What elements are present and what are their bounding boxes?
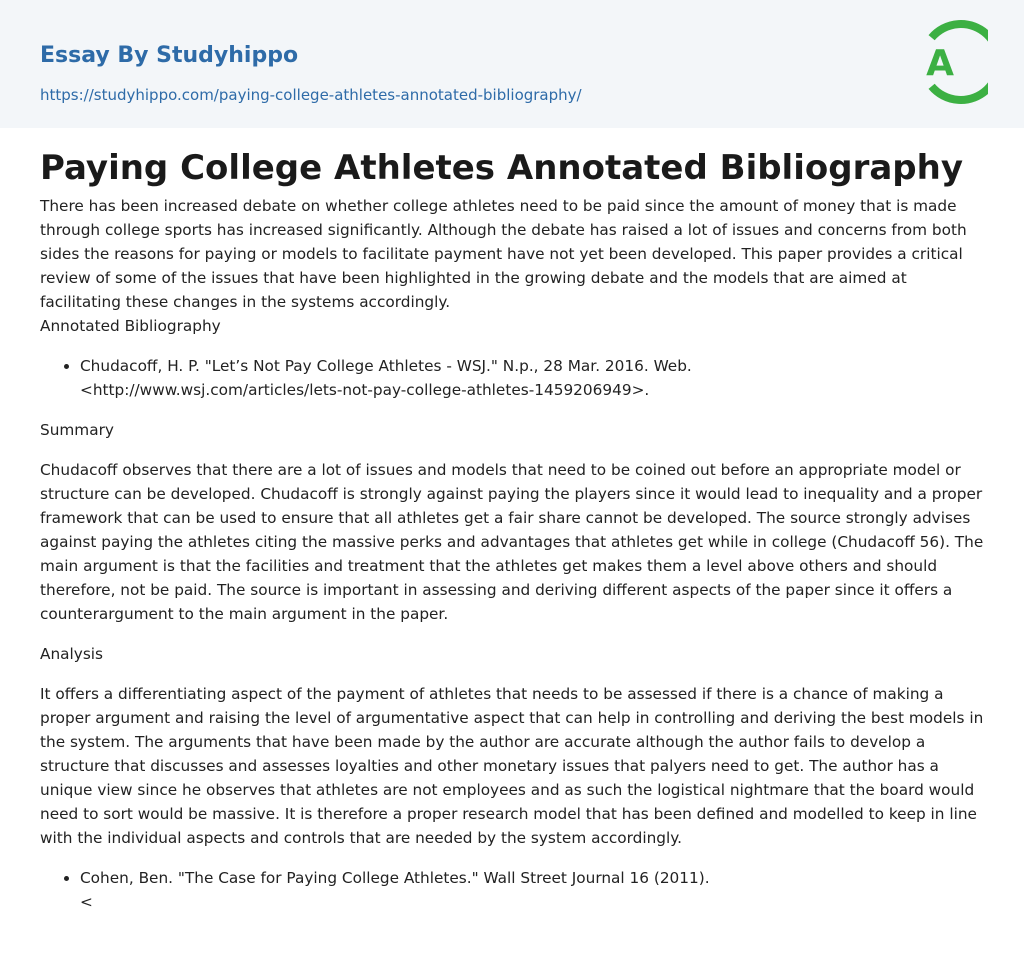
summary-paragraph: Chudacoff observes that there are a lot of issues and models that need to be coined out before an appropriate model or structure can be developed. Chudacoff is strongly against paying the players since it would lead to inequality and a proper framework that can be used to ensure that all athletes get a fair share cannot be developed. The source strongly advises against paying the athletes citing the massive perks and advantages that athletes get while in college (Chudacoff 56). The main argument is that the facilities and treatment that the athletes get makes them a level above others and should therefore, not be paid. The source is important in assessing and deriving different aspects of the paper since it offers a counterargument to the main argument in the paper.: [40, 461, 984, 623]
summary-label: Summary: [40, 421, 114, 439]
analysis-label: Analysis: [40, 645, 104, 663]
section-label-bibliography: Annotated Bibliography: [40, 317, 221, 335]
citation-item: [80, 354, 986, 402]
analysis-paragraph: It offers a differentiating aspect of the payment of athletes that needs to be assessed if there is a chance of making a proper argument and raising the level of argumentative aspect that can help in controlling and deriving the best models in the system. The arguments that have been made by the author are accurate although the author fails to develop a structure that discusses and assesses loyalties and other monetary issues that palyers need to get. The author has a unique view since he observes that athletes are not employees and as such the logistical nightmare that the board would need to sort would be massive. It is therefore a proper research model that has been defined and modelled to keep in line with the individual aspects and controls that are needed by the system accordingly.: [40, 685, 984, 847]
studyhippo-logo-icon[interactable]: [912, 18, 988, 106]
logo-letter: A: [926, 43, 954, 84]
page-title: Paying College Athletes Annotated Bibliography: [40, 148, 963, 188]
citation-text: • Cohen, Ben. "The Case for Paying College Athletes." Wall Street Journal 16 (2011).: [80, 869, 710, 887]
citation-list: [40, 354, 986, 402]
site-brand[interactable]: Essay By Studyhippo: [40, 43, 299, 68]
citation-item: [80, 866, 986, 914]
citation-list: [40, 866, 986, 914]
citation-url: <http://www.wsj.com/articles/lets-not-pay-college-athletes-1459206949>.: [80, 381, 650, 399]
citation-url: <: [80, 893, 93, 911]
citation-text: • Chudacoff, H. P. "Let’s Not Pay College Athletes - WSJ." N.p., 28 Mar. 2016. Web.: [80, 357, 692, 375]
article-body: [40, 128, 986, 930]
page-url-link[interactable]: https://studyhippo.com/paying-college-athletes-annotated-bibliography/: [40, 86, 582, 104]
site-header: [0, 0, 1024, 128]
intro-paragraph: There has been increased debate on whether college athletes need to be paid since the amount of money that is made through college sports has increased significantly. Although the debate has raised a lot of issues and concerns from both sides the reasons for paying or models to facilitate payment have not yet been developed. This paper provides a critical review of some of the issues that have been highlighted in the growing debate and the models that are aimed at facilitating these changes in the systems accordingly.: [40, 197, 967, 311]
